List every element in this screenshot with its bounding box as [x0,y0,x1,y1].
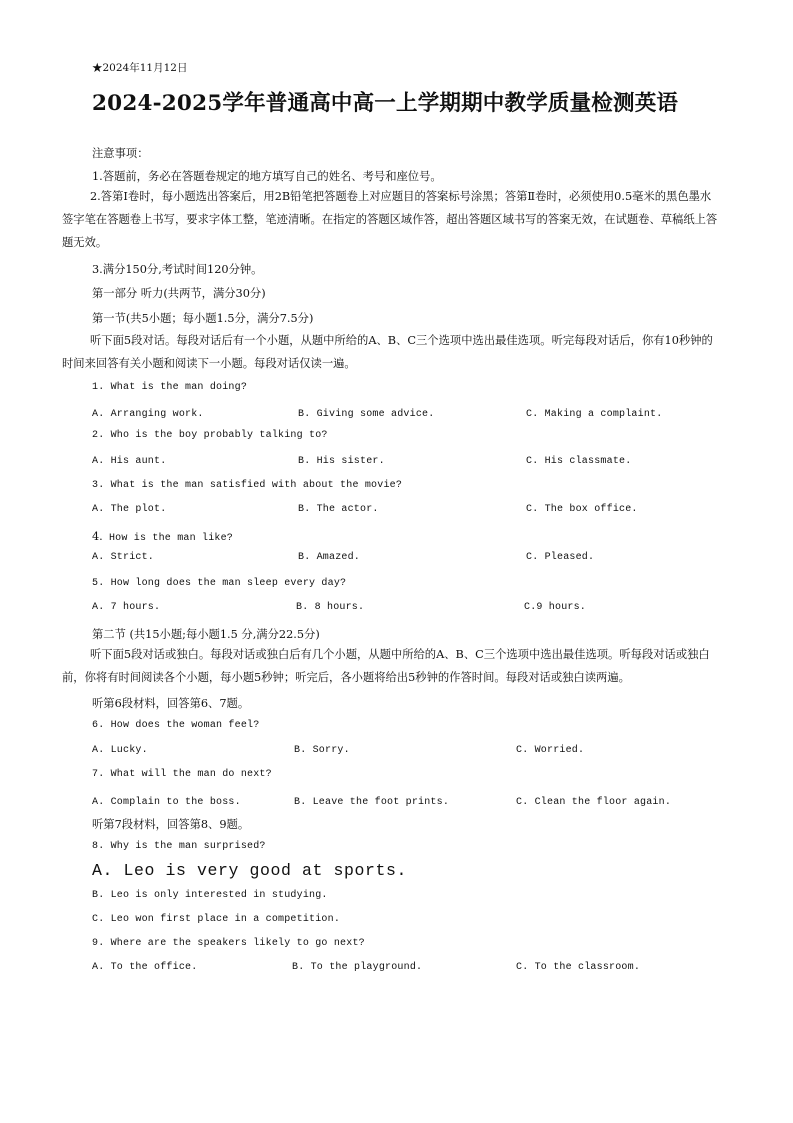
question-1-option-a: A. Arranging work. [92,409,204,420]
question-8-option-a: A. Leo is very good at sports. [92,861,408,880]
question-6-option-c: C. Worried. [516,745,585,756]
question-3-option-c: C. The box office. [526,504,638,515]
question-3-option-b: B. The actor. [298,504,379,515]
question-4-stem: How is the man like? [102,533,234,544]
question-8-stem: 8. Why is the man surprised? [92,841,266,852]
material-7-heading: 听第7段材料，回答第8、9题。 [92,818,250,831]
question-7-stem: 7. What will the man do next? [92,769,272,780]
question-3-option-a: A. The plot. [92,504,167,515]
question-4-number: 4. [92,530,103,543]
question-8-option-c: C. Leo won first place in a competition. [92,914,341,925]
question-4-option-c: C. Pleased. [526,552,595,563]
question-9-option-a: A. To the office. [92,962,198,973]
question-9-stem: 9. Where are the speakers likely to go next? [92,938,365,949]
question-4-option-a: A. Strict. [92,552,155,563]
question-4-stem-line [92,527,233,545]
notice-item-2: 2.答第Ⅰ卷时，每小题选出答案后，用2B铅笔把答题卷上对应题目的答案标号涂黑；答第Ⅱ卷时，必须使用0.5毫米的黑色墨水签字笔在答题卷上书写，要求字体工整，笔迹清晰。在指定的答题区域作答，超出答题区域书写的答案无效，在试题卷、草稿纸上答题无效。 [62,190,718,249]
question-6-stem: 6. How does the woman feel? [92,720,260,731]
question-6-option-b: B. Sorry. [294,745,350,756]
question-6-option-a: A. Lucky. [92,745,148,756]
question-7-option-c: C. Clean the floor again. [516,797,672,808]
question-1-stem: 1. What is the man doing? [92,382,248,393]
question-8-option-b: B. Leo is only interested in studying. [92,890,328,901]
section2-heading: 第二节 (共15小题;每小题1.5 分,满分22.5分) [92,628,320,641]
notice-item-3: 3.满分150分,考试时间120分钟。 [92,263,263,276]
section2-instructions: 听下面5段对话或独白。每段对话或独白后有几个小题，从题中所给的A、B、C三个选项中选出最佳选项。听每段对话或独白前，你将有时间阅读各个小题，每小题5秒钟；听完后，各小题将给出5秒钟的作答时间。每段对话或独白读两遍。 [62,648,710,684]
question-9-option-b: B. To the playground. [292,962,423,973]
question-5-option-b: B. 8 hours. [296,602,365,613]
question-4-option-b: B. Amazed. [298,552,361,563]
question-2-option-c: C. His classmate. [526,456,632,467]
question-3-stem: 3. What is the man satisfied with about the movie? [92,480,403,491]
part1-heading: 第一部分 听力(共两节，满分30分) [92,287,266,300]
question-1-option-b: B. Giving some advice. [298,409,435,420]
question-5-stem: 5. How long does the man sleep every day? [92,578,347,589]
section1-heading: 第一节(共5小题；每小题1.5分，满分7.5分) [92,312,314,325]
question-7-option-b: B. Leave the foot prints. [294,797,450,808]
question-1-option-c: C. Making a complaint. [526,409,663,420]
question-5-option-a: A. 7 hours. [92,602,161,613]
question-2-option-a: A. His aunt. [92,456,167,467]
section1-instructions: 听下面5段对话。每段对话后有一个小题，从题中所给的A、B、C三个选项中选出最佳选项。听完每段对话后，你有10秒钟的时间来回答有关小题和阅读下一小题。每段对话仅读一遍。 [62,334,713,370]
question-7-option-a: A. Complain to the boss. [92,797,241,808]
page-title: 2024-2025学年普通高中高一上学期期中教学质量检测英语 [92,91,679,116]
notice-heading: 注意事项： [92,147,149,160]
exam-date: ★2024年11月12日 [92,62,188,74]
material-6-heading: 听第6段材料，回答第6、7题。 [92,697,250,710]
question-5-option-c: C.9 hours. [524,602,587,613]
notice-item-1: 1.答题前，务必在答题卷规定的地方填写自己的姓名、考号和座位号。 [92,170,442,183]
question-9-option-c: C. To the classroom. [516,962,641,973]
question-2-stem: 2. Who is the boy probably talking to? [92,430,328,441]
question-2-option-b: B. His sister. [298,456,385,467]
